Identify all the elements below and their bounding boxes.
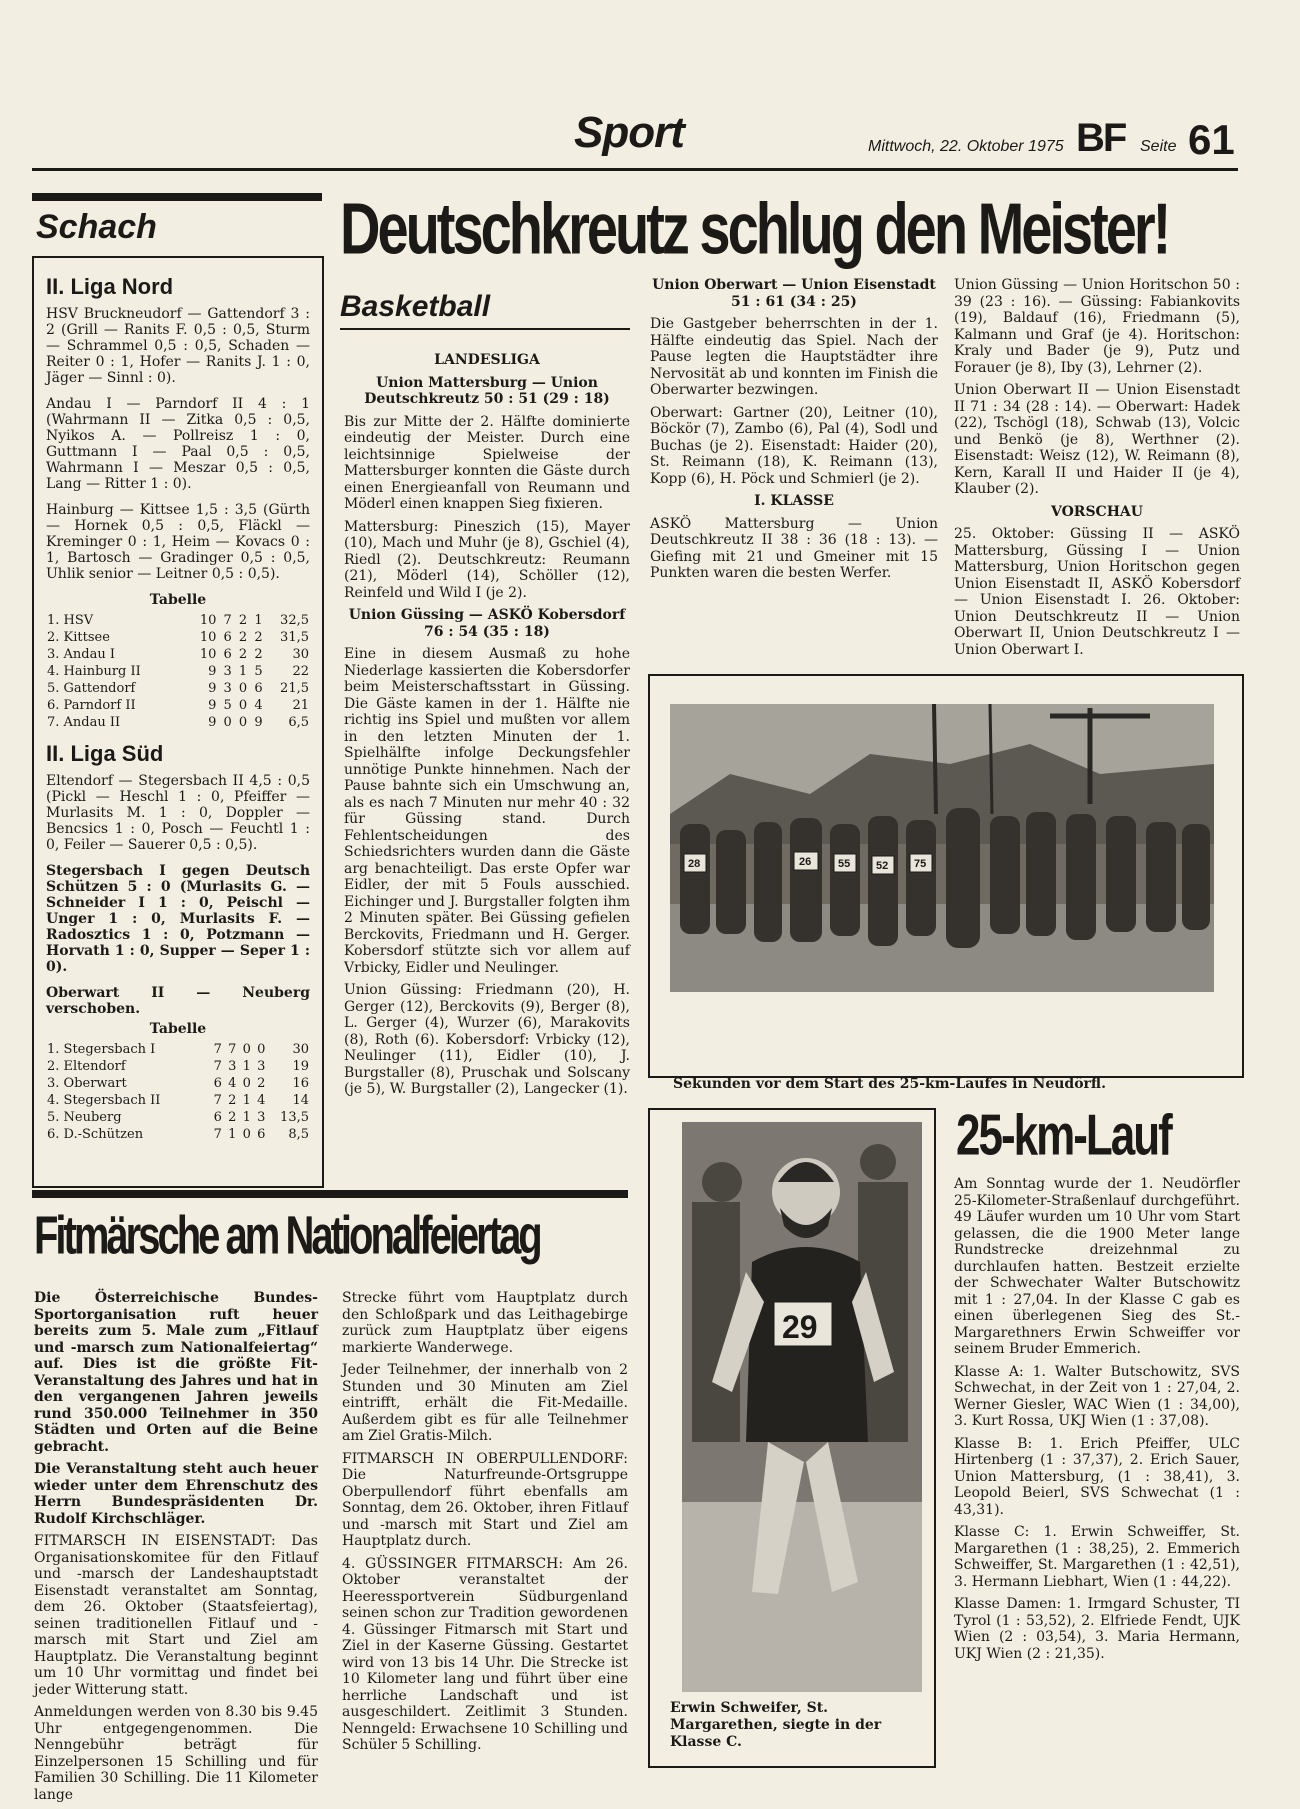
sued-cell: 30 xyxy=(292,1042,309,1057)
lauf-title: 25-km-Lauf xyxy=(956,1104,1171,1168)
nord-cell: 5 xyxy=(223,698,232,713)
nord-row xyxy=(46,697,310,714)
nord-cell: 2 xyxy=(254,647,263,662)
sued-cell: 0 xyxy=(242,1127,251,1142)
nord-row xyxy=(46,680,310,697)
sued-table-label: Tabelle xyxy=(149,1021,207,1037)
nord-cell: 5 xyxy=(254,664,263,679)
nord-cell: 10 xyxy=(199,630,217,645)
sued-cell: 6 xyxy=(213,1110,222,1125)
schach-title: Schach xyxy=(36,208,157,246)
nord-row xyxy=(46,629,310,646)
schach-bar xyxy=(32,193,322,201)
sued-cell: 3 xyxy=(257,1110,266,1125)
lauf-klasse-b: Klasse B: 1. Erich Pfeiffer, ULC Hirtenberg (1 : 37,37), 2. Erich Sauer, Union Mattersburg, (1 : 38,41), 3. Leopold Beierl, SVS Schwechat (1 : 43,31). xyxy=(954,1435,1240,1518)
runner-bib: 29 xyxy=(782,1309,818,1345)
sued-result-1: Eltendorf — Stegersbach II 4,5 : 0,5 (Pickl — Heschl 1 : 0, Pfeiffer — Murlasits M. 1 : 0, Doppler — Bencsics 1 : 0, Posch — Feuchtl 1 : 0, Feiler — Sauerer 0,5 : 0,5). xyxy=(46,773,310,853)
game1-scorers: Mattersburg: Pineszich (15), Mayer (10), Mach und Muhr (je 8), Gschiel (4), Riedl (2). Deutschkreutz: Reumann (21), Möderl (14), Schöller (12), Reinfeld und Wild I (je 2). xyxy=(344,518,630,601)
nord-cell: 7 xyxy=(223,613,232,628)
sued-cell: 14 xyxy=(292,1093,309,1108)
sued-cell: 4. Stegersbach II xyxy=(47,1093,161,1108)
sued-cell: 4 xyxy=(228,1076,237,1091)
section-title: Sport xyxy=(574,108,684,157)
sued-cell: 7 xyxy=(213,1042,222,1057)
sued-cell: 1 xyxy=(242,1110,251,1125)
fit-column-1 xyxy=(34,1290,318,1809)
landesliga-heading: LANDESLIGA xyxy=(434,352,540,368)
game2-text: Eine in diesem Ausmaß zu hohe Niederlage kassierten die Kobersdorfer beim Meisterschaftsstart in Güssing. Die Gäste kamen in der 1. Hälfte nie richtig ins Spiel und mußten vor allem in den letzten Minuten der 1. Spielhälfte infolge Deckungsfehler unnötige Punkte hinnehmen. Nach der Pause bahnte sich ein Umschwung an, als es nach 7 Minuten nur mehr 40 : 32 für Güssing stand. Durch Fehlentscheidungen des Schiedsrichters wurden dann die Gäste arg benachteiligt. Das erste Opfer war Eidler, der mit 5 Fouls ausschied. Eichinger und J. Burgstaller folgten ihm 2 Minuten später. Bei Güssing gefielen Berckovits, Friedmann und H. Gerger. Kobersdorf stützte sich vor allem auf Vrbicky, Eidler und Neulinger. xyxy=(344,646,630,976)
page-number: 61 xyxy=(1188,116,1235,163)
photo-runner-caption: Erwin Schweifer, St. Margarethen, siegte in der Klasse C. xyxy=(670,1700,882,1750)
nord-cell: 22 xyxy=(292,664,309,679)
fit-p5: Strecke führt vom Hauptplatz durch den Schloßpark und das Leithagebirge zurück zum Hauptplatz über eigens markierte Wanderwege. xyxy=(342,1290,628,1356)
sued-cell: 6. D.-Schützen xyxy=(47,1127,144,1142)
game5-text: Union Güssing — Union Horitschon 50 : 39 (23 : 16). — Güssing: Fabiankovits (19), Baldauf (16), Friedmann (5), Kalmann und Graf (je 4). Horitschon: Kraly und Bader (je 9), Putz und Forauer (je 8), Iby (3), Lehrner (2). xyxy=(954,277,1240,376)
sued-cell: 0 xyxy=(242,1076,251,1091)
game3-heading: Union Oberwart — Union Eisenstadt 51 : 61 (34 : 25) xyxy=(652,277,936,310)
sued-table xyxy=(46,1041,310,1143)
sued-cell: 16 xyxy=(292,1076,309,1091)
nord-cell: 9 xyxy=(208,681,217,696)
nord-cell: 0 xyxy=(238,715,248,730)
nord-cell: 0 xyxy=(238,698,248,713)
fit-p2: Die Veranstaltung steht auch heuer wieder unter dem Ehrenschutz des Herrn Bundespräsidenten Dr. Rudolf Kirchschläger. xyxy=(34,1461,318,1527)
sued-row xyxy=(46,1058,310,1075)
nord-cell: 6 xyxy=(254,681,263,696)
game4-text: ASKÖ Mattersburg — Union Deutschkreutz II 38 : 36 (18 : 13). — Giefing mit 21 und Gmeiner mit 15 Punkten waren die besten Werfer. xyxy=(650,515,938,581)
game2-heading: Union Güssing — ASKÖ Kobersdorf 76 : 54 (35 : 18) xyxy=(348,607,626,640)
nord-cell: 10 xyxy=(199,613,217,628)
bib-75: 75 xyxy=(914,858,927,870)
sued-row xyxy=(46,1126,310,1143)
lauf-column xyxy=(954,1176,1240,1668)
issue-date: Mittwoch, 22. Oktober 1975 xyxy=(868,138,1064,155)
main-headline: Deutschkreutz schlug den Meister! xyxy=(340,187,1169,270)
sued-cell: 2 xyxy=(228,1093,237,1108)
fit-p8: 4. GÜSSINGER FITMARSCH: Am 26. Oktober veranstaltet der Heeressportverein Südburgenland seinen schon zur Tradition gewordenen 4. Güssinger Fitmarsch mit Start und Ziel in der Kaserne Güssing. Gestartet wird von 13 bis 14 Uhr. Die Strecke ist 10 Kilometer lang und führt über eine herrliche Landschaft und ist ausgeschildert. Zeitlimit 3 Stunden. Nenngeld: Erwachsene 10 Schilling und Schüler 5 Schilling. xyxy=(342,1555,628,1753)
nord-cell: 1 xyxy=(254,613,263,628)
nord-cell: 9 xyxy=(254,715,263,730)
nord-cell: 6. Parndorf II xyxy=(47,698,136,713)
sued-row xyxy=(46,1092,310,1109)
nord-cell: 2 xyxy=(238,630,248,645)
klasse-heading: I. KLASSE xyxy=(754,493,834,509)
sued-cell: 2 xyxy=(228,1110,237,1125)
nord-cell: 32,5 xyxy=(280,613,309,628)
sued-cell: 0 xyxy=(257,1042,266,1057)
nord-cell: 0 xyxy=(238,681,248,696)
sued-cell: 7 xyxy=(213,1059,222,1074)
game2-scorers: Union Güssing: Friedmann (20), H. Gerger (12), Berckovits (9), Berger (8), L. Gerger (4), Wurzer (6), Marakovits (8), Roth (6). Kobersdorf: Vrbicky (12), Neulinger (11), Eidler (10), J. Burgstaller (8), Pruschak und Solscany (je 5), W. Burgstaller (2), Langecker (1). xyxy=(344,982,630,1097)
sued-row xyxy=(46,1075,310,1092)
nord-cell: 5. Gattendorf xyxy=(47,681,136,696)
nord-cell: 3. Andau I xyxy=(47,647,116,662)
nord-cell: 31,5 xyxy=(280,630,309,645)
nord-result-2: Andau I — Parndorf II 4 : 1 (Wahrmann II — Zitka 0,5 : 0,5, Nyikos A. — Pollreisz 1 : 0, Guttmann I — Paal 0,5 : 0,5, Wahrmann I — Meszar 0,5 : 0,5, Lang — Ritter 1 : 0). xyxy=(46,396,310,492)
sued-cell: 6 xyxy=(213,1076,222,1091)
game1-text: Bis zur Mitte der 2. Hälfte dominierte eindeutig der Meister. Durch eine leichtsinnige Spielweise der Mattersburger konnten die Gäste durch einen Energieanfall von Reumann und Möderl einen knappen Sieg fixieren. xyxy=(344,413,630,512)
sued-row xyxy=(46,1041,310,1058)
basketball-column-1 xyxy=(344,346,630,1104)
nord-result-3: Hainburg — Kittsee 1,5 : 3,5 (Gürth — Hornek 0,5 : 0,5, Fläckl — Kreminger 0 : 1, Heim — Kovacs 0 : 1, Bartosch — Gradinger 0,5 : 0,5, Uhlik senior — Leitner 0,5 : 0,5). xyxy=(46,502,310,582)
sued-cell: 1 xyxy=(242,1059,251,1074)
nord-cell: 6 xyxy=(223,630,232,645)
sued-cell: 7 xyxy=(213,1093,222,1108)
newspaper-logo: BF xyxy=(1076,116,1126,160)
vorschau-text: 25. Oktober: Güssing II — ASKÖ Mattersburg, Güssing I — Union Mattersburg, Union Horitschon gegen Union Eisenstadt II, ASKÖ Kobersdorf — Union Eisenstadt I. 26. Oktober: Union Deutschkreutz II — Union Oberwart II, Union Deutschkreutz I — Union Oberwart I. xyxy=(954,526,1240,658)
nord-cell: 2 xyxy=(254,630,263,645)
nord-cell: 9 xyxy=(208,698,217,713)
fit-p4: Anmeldungen werden von 8.30 bis 9.45 Uhr entgegengenommen. Die Nenngebühr beträgt für Einzelpersonen 15 Schilling und für Familien 30 Schilling. Die 11 Kilometer lange xyxy=(34,1704,318,1803)
lauf-intro: Am Sonntag wurde der 1. Neudörfler 25-Kilometer-Straßenlauf durchgeführt. 49 Läufer wurden um 10 Uhr vom Start gelassen, die die 1900 Meter lange Rundstrecke dreizehnmal zu durchlaufen hatten. Bestzeit erzielte der Schwechater Walter Butschowitz mit 1 : 27,04. In der Klasse C gab es einen überlegenen Sieg des St.-Margarethners Erwin Schweiffer vor seinem Bruder Emmerich. xyxy=(954,1176,1240,1357)
sued-result-2: Stegersbach I gegen Deutsch Schützen 5 : 0 (Murlasits G. — Schneider I 1 : 0, Peischl — Unger 1 : 0, Murlasits F. — Radosztics 1 : 0, Potzmann — Horvath 1 : 0, Supper — Seper 1 : 0). xyxy=(46,863,310,975)
basketball-column-2 xyxy=(650,277,938,588)
bib-55: 55 xyxy=(838,858,851,870)
nord-table-label: Tabelle xyxy=(149,592,207,608)
sued-cell: 0 xyxy=(242,1042,251,1057)
fit-column-2 xyxy=(342,1290,628,1760)
game6-text: Union Oberwart II — Union Eisenstadt II 71 : 34 (28 : 14). — Oberwart: Hadek (22), Tschögl (18), Schwab (13), Volcic und Benkö (je 8), Werthner (2). Eisenstadt: Weisz (12), W. Reimann (8), Kern, Karall II und Haider II (je 4), Klauber (2). xyxy=(954,382,1240,497)
photo-start-frame xyxy=(648,674,1244,1078)
sued-cell: 1. Stegersbach I xyxy=(47,1042,156,1057)
header-rule xyxy=(32,168,1238,171)
photo-start-caption: Sekunden vor dem Start des 25-km-Laufes in Neudörfl. xyxy=(673,1076,1106,1092)
sued-cell: 7 xyxy=(228,1042,237,1057)
lauf-klasse-a: Klasse A: 1. Walter Butschowitz, SVS Schwechat, in der Zeit von 1 : 27,04, 2. Werner Giesler, WAC Wien (1 : 34,00), 3. Kurt Rossa, UKJ Wien (1 : 37,08). xyxy=(954,1363,1240,1429)
sued-cell: 3 xyxy=(257,1059,266,1074)
sued-cell: 13,5 xyxy=(280,1110,309,1125)
sued-cell: 1 xyxy=(228,1127,237,1142)
nord-cell: 0 xyxy=(223,715,232,730)
lauf-klasse-c: Klasse C: 1. Erwin Schweiffer, St. Margarethen (1 : 38,25), 2. Emmerich Schweiffer, St. Margarethen (1 : 42,51), 3. Hermann Liebhart, Wien (1 : 44,22). xyxy=(954,1524,1240,1590)
fit-headline: Fitmärsche am Nationalfeiertag xyxy=(34,1206,540,1266)
nord-result-1: HSV Bruckneudorf — Gattendorf 3 : 2 (Grill — Ranits F. 0,5 : 0,5, Sturm — Schrammel 0,5 : 0,5, Schaden — Reiter 0 : 1, Hofer — Ranits J. 1 : 0, Jäger — Sinnl : 0). xyxy=(46,306,310,386)
nord-cell: 9 xyxy=(208,715,217,730)
nord-row xyxy=(46,663,310,680)
sued-cell: 3 xyxy=(228,1059,237,1074)
basketball-column-3 xyxy=(954,277,1240,664)
schach-box xyxy=(32,256,324,1188)
fit-p1: Die Österreichische Bundes-Sportorganisation ruft heuer bereits zum 5. Male zum „Fitlauf und -marsch zum Nationalfeiertag“ auf. Dies ist die größte Fit-Veranstaltung des Jahres und hat in den vergangenen Jahren jeweils rund 350.000 Teilnehmer in 350 Städten und Orten auf die Beine gebracht. xyxy=(34,1290,318,1455)
fit-p3: FITMARSCH IN EISENSTADT: Das Organisationskomitee für den Fitlauf und -marsch der Landeshauptstadt Eisenstadt veranstaltet am Sonntag, dem 26. Oktober (Staatsfeiertag), seinen traditionellen Fitlauf und -marsch mit Start und Ziel am Hauptplatz. Die Veranstaltung beginnt um 10 Uhr vormittag und findet bei jeder Witterung statt. xyxy=(34,1533,318,1698)
nord-cell: 1. HSV xyxy=(47,613,94,628)
runner-photo xyxy=(682,1122,922,1692)
sued-cell: 4 xyxy=(257,1093,266,1108)
game1-heading: Union Mattersburg — Union Deutschkreutz 50 : 51 (29 : 18) xyxy=(364,374,610,407)
sued-cell: 7 xyxy=(213,1127,222,1142)
nord-cell: 3 xyxy=(223,664,232,679)
nord-cell: 10 xyxy=(199,647,217,662)
nord-table xyxy=(46,612,310,731)
sued-cell: 2 xyxy=(257,1076,266,1091)
bib-52: 52 xyxy=(876,860,889,872)
sued-cell: 1 xyxy=(242,1093,251,1108)
photo-runner-frame xyxy=(648,1108,936,1768)
nord-row xyxy=(46,714,310,731)
sued-row xyxy=(46,1109,310,1126)
nord-cell: 3 xyxy=(223,681,232,696)
nord-cell: 21,5 xyxy=(280,681,309,696)
nord-row xyxy=(46,612,310,629)
bib-28: 28 xyxy=(688,858,701,870)
nord-cell: 2 xyxy=(238,613,248,628)
sued-cell: 19 xyxy=(292,1059,309,1074)
nord-cell: 7. Andau II xyxy=(47,715,121,730)
sued-cell: 8,5 xyxy=(288,1127,309,1142)
nord-cell: 21 xyxy=(292,698,309,713)
vorschau-heading: VORSCHAU xyxy=(1051,503,1143,520)
fit-bar xyxy=(32,1190,628,1198)
sued-result-3: Oberwart II — Neuberg verschoben. xyxy=(46,985,310,1017)
nord-cell: 4 xyxy=(254,698,263,713)
sued-cell: 2. Eltendorf xyxy=(47,1059,126,1074)
basketball-rule xyxy=(340,328,630,330)
nord-cell: 2 xyxy=(238,647,248,662)
nord-cell: 6 xyxy=(223,647,232,662)
nord-cell: 1 xyxy=(238,664,248,679)
nord-row xyxy=(46,646,310,663)
liga-sued-title: II. Liga Süd xyxy=(46,741,164,766)
nord-cell: 2. Kittsee xyxy=(47,630,110,645)
lauf-klasse-damen: Klasse Damen: 1. Irmgard Schuster, TI Tyrol (1 : 53,52), 2. Elfriede Fendt, UJK Wien (2 : 03,54), 3. Maria Hermann, UKJ Wien (2 : 21,35). xyxy=(954,1596,1240,1662)
sued-cell: 5. Neuberg xyxy=(47,1110,122,1125)
runners-start-photo xyxy=(670,704,1214,992)
nord-cell: 9 xyxy=(208,664,217,679)
sued-cell: 3. Oberwart xyxy=(47,1076,127,1091)
nord-cell: 4. Hainburg II xyxy=(47,664,141,679)
game3-text: Die Gastgeber beherrschten in der 1. Hälfte eindeutig das Spiel. Nach der Pause legten die Hauptstädter ihre Nervosität ab und konnten im Finish die Oberwarter bezwingen. xyxy=(650,316,938,398)
nord-cell: 6,5 xyxy=(288,715,309,730)
liga-nord-title: II. Liga Nord xyxy=(46,274,174,299)
fit-p7: FITMARSCH IN OBERPULLENDORF: Die Naturfreunde-Ortsgruppe Oberpullendorf führt ebenfalls am Sonntag, dem 26. Oktober, ihren Fitlauf und -marsch mit Start und Ziel am Hauptplatz durch. xyxy=(342,1450,628,1549)
game3-scorers: Oberwart: Gartner (20), Leitner (10), Böckör (7), Zambo (6), Pal (4), Sodl und Buchas (je 2). Eisenstadt: Haider (20), St. Reimann (18), K. Reimann (13), Kopp (6), H. Pöck und Schmierl (je 2). xyxy=(650,404,938,487)
fit-p6: Jeder Teilnehmer, der innerhalb von 2 Stunden und 30 Minuten am Ziel eintrifft, erhält die Fit-Medaille. Außerdem gibt es für alle Teilnehmer am Ziel Gratis-Milch. xyxy=(342,1362,628,1444)
basketball-title: Basketball xyxy=(340,290,491,323)
sued-cell: 6 xyxy=(257,1127,266,1142)
nord-cell: 30 xyxy=(292,647,309,662)
page-label: Seite xyxy=(1140,138,1177,155)
bib-26: 26 xyxy=(799,856,812,868)
